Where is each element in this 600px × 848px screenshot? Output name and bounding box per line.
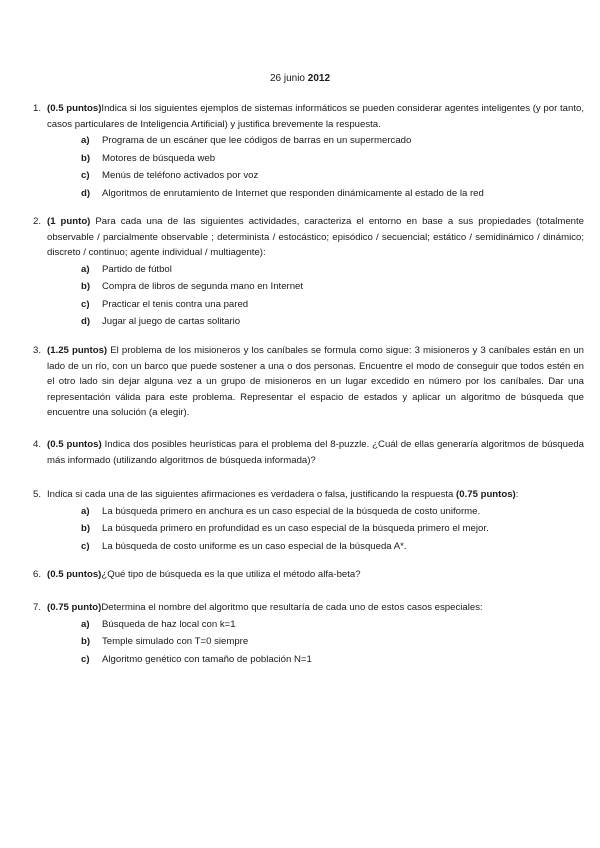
question-5: [33, 487, 584, 556]
list-item: [81, 314, 584, 332]
question-points: (1.25 puntos): [47, 345, 108, 356]
question-points: (1 punto): [47, 216, 91, 227]
question-number: 2.: [33, 216, 42, 227]
list-item: [81, 168, 584, 186]
list-item: [81, 617, 584, 635]
question-points: (0.75 punto): [47, 602, 102, 613]
question-number: 1.: [33, 103, 42, 114]
item-letter: b): [81, 636, 91, 647]
list-item: [81, 297, 584, 315]
list-item: [81, 539, 584, 557]
question-1: [33, 101, 584, 203]
question-text: Determina el nombre del algoritmo que resultaría de cada uno de estos casos especiales:: [101, 602, 483, 613]
date-text: 26 junio: [269, 73, 305, 84]
item-text: Programa de un escáner que lee códigos de barras en un supermercado: [102, 135, 412, 146]
item-text: Menús de teléfono activados por voz: [102, 170, 259, 181]
question-text: El problema de los misioneros y los caníbales se formula como sigue: 3 misioneros y 3 caníbales están en un lado de un río, con un barco que puede sostener a una o dos personas. Encuentre el modo de conseguir que todos estén en el otro lado sin dejar alguna vez a un grupo de misioneros en un lugar excedido en número por los caníbales. Dar una representación válida para este problema. Representar el espacio de estados y aplicar un algoritmo de búsqueda que encuentre una solución (a elegir).: [47, 345, 585, 418]
item-text: La búsqueda de costo uniforme es un caso especial de la búsqueda A*.: [102, 540, 407, 552]
list-item: [81, 151, 584, 169]
question-body: [47, 343, 584, 421]
list-item: [81, 504, 584, 522]
item-letter: b): [81, 523, 91, 534]
question-points: (0.5 puntos): [47, 569, 102, 580]
item-letter: c): [81, 540, 90, 552]
list-item: [81, 521, 584, 539]
question-points: (0.5 puntos): [47, 103, 102, 114]
item-letter: c): [81, 170, 90, 181]
item-text: Búsqueda de haz local con k=1: [102, 618, 236, 630]
list-item: [81, 186, 584, 204]
question-number: 4.: [33, 439, 42, 450]
question-body: [47, 487, 584, 556]
item-text: Algoritmos de enrutamiento de Internet que responden dinámicamente al estado de la red: [102, 187, 484, 199]
question-6: [33, 567, 584, 583]
item-letter: a): [81, 505, 90, 517]
question-points: (0.75 puntos): [456, 489, 516, 500]
answer-list: [47, 617, 584, 670]
question-number: 5.: [33, 489, 42, 500]
list-item: [81, 133, 584, 151]
item-letter: d): [81, 316, 91, 327]
list-item: [81, 634, 584, 652]
question-points: (0.5 puntos): [47, 439, 102, 450]
question-text: Indica si cada una de las siguientes afirmaciones es verdadera o falsa, justificando la respuesta: [47, 489, 457, 500]
question-body: [47, 101, 584, 203]
item-letter: b): [81, 152, 91, 164]
item-letter: d): [81, 187, 91, 199]
item-letter: c): [81, 298, 90, 310]
question-suffix: :: [515, 489, 519, 500]
item-text: Partido de fútbol: [102, 263, 172, 275]
item-letter: a): [81, 618, 90, 630]
question-4: [33, 437, 584, 468]
question-body: [47, 567, 584, 583]
item-letter: b): [81, 281, 91, 292]
item-text: La búsqueda primero en profundidad es un caso especial de la búsqueda primero el mejor.: [102, 523, 489, 534]
question-number: 6.: [33, 569, 42, 580]
item-text: Algoritmo genético con tamaño de población N=1: [102, 653, 312, 665]
item-text: Practicar el tenis contra una pared: [102, 298, 249, 310]
question-7: [33, 600, 584, 669]
item-text: Temple simulado con T=0 siempre: [102, 636, 249, 647]
item-text: La búsqueda primero en anchura es un caso especial de la búsqueda de costo uniforme.: [102, 505, 481, 517]
answer-list: [47, 133, 584, 203]
question-number: 7.: [33, 602, 42, 613]
item-letter: a): [81, 135, 90, 146]
item-text: Compra de libros de segunda mano en Internet: [102, 281, 304, 292]
item-letter: c): [81, 653, 90, 665]
question-text: Indica dos posibles heurísticas para el problema del 8-puzzle. ¿Cuál de ellas generaría algoritmos de búsqueda más informado (utilizando algoritmos de búsqueda informada)?: [47, 439, 584, 466]
question-text: ¿Qué tipo de búsqueda es la que utiliza el método alfa-beta?: [101, 569, 361, 580]
page-title: [0, 71, 600, 87]
list-item: [81, 279, 584, 297]
question-2: [33, 214, 584, 332]
item-letter: a): [81, 263, 90, 275]
question-body: [47, 437, 584, 468]
question-number: 3.: [33, 345, 42, 356]
question-3: [33, 343, 584, 421]
question-text: Indica si los siguientes ejemplos de sistemas informáticos se pueden considerar agentes inteligentes (y por tanto, casos particulares de Inteligencia Artificial) y justifica brevemente la respuesta.: [47, 103, 584, 130]
question-text: Para cada una de las siguientes actividades, caracteriza el entorno en base a sus propiedades (totalmente observable / parcialmente observable ; determinista / estocástico; episódico / secuencial; estático / semidinámico / dinámico; discreto / continuo; agente individual / multiagente):: [47, 216, 585, 258]
answer-list: [47, 262, 584, 332]
year-text: 2012: [307, 73, 331, 84]
answer-list: [47, 504, 584, 557]
question-body: [47, 600, 584, 669]
item-text: Motores de búsqueda web: [102, 152, 216, 164]
item-text: Jugar al juego de cartas solitario: [102, 316, 241, 327]
question-body: [47, 214, 584, 332]
list-item: [81, 262, 584, 280]
list-item: [81, 652, 584, 670]
